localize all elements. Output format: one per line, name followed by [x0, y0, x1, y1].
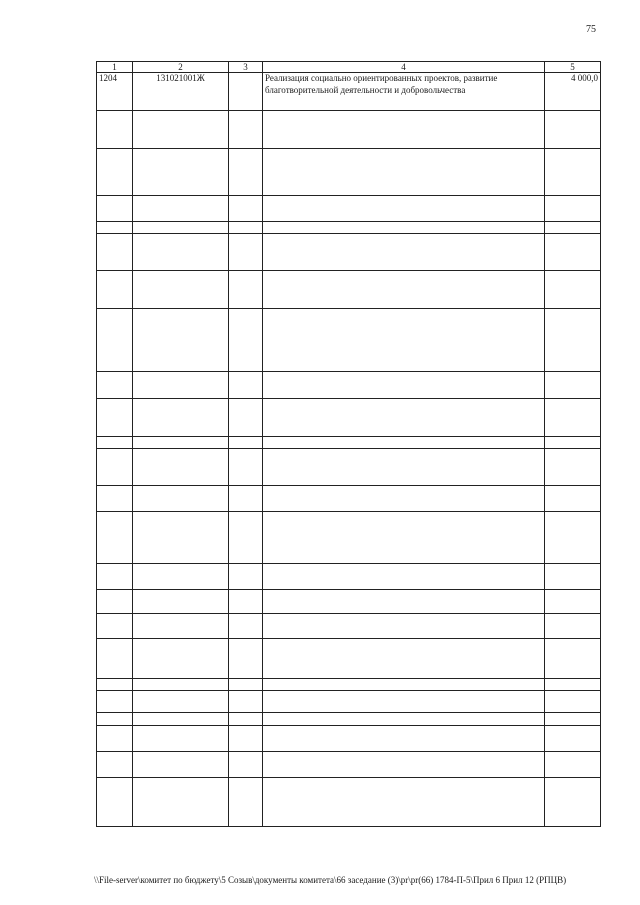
- row-section-code: [97, 372, 133, 399]
- row-section-code: [97, 486, 133, 512]
- page-number: 75: [586, 24, 596, 35]
- row-expense-type: [229, 437, 263, 449]
- table-row: [97, 449, 601, 486]
- row-section-code: [97, 726, 133, 752]
- row-target-article: [133, 196, 229, 222]
- row-amount: [545, 564, 601, 590]
- row-amount: [545, 679, 601, 691]
- row-section-code: [97, 713, 133, 726]
- row-amount: [545, 234, 601, 271]
- row-name: [263, 449, 545, 486]
- row-section-code: [97, 149, 133, 196]
- table-row: [97, 437, 601, 449]
- row-name: [263, 752, 545, 778]
- row-name: [263, 564, 545, 590]
- row-amount: [545, 196, 601, 222]
- row-name: [263, 196, 545, 222]
- row-section-code: [97, 271, 133, 309]
- row-section-code: [97, 111, 133, 149]
- row-expense-type: [229, 614, 263, 639]
- row-expense-type: [229, 234, 263, 271]
- column-header-target-article: 2: [133, 62, 229, 73]
- column-header-amount: 5: [545, 62, 601, 73]
- row-target-article: [133, 234, 229, 271]
- row-section-code: [97, 564, 133, 590]
- row-name: [263, 486, 545, 512]
- row-name: [263, 399, 545, 437]
- row-section-code: [97, 234, 133, 271]
- row-expense-type: [229, 713, 263, 726]
- table-row: [97, 726, 601, 752]
- table-row: [97, 614, 601, 639]
- row-target-article: [133, 639, 229, 679]
- row-target-article: [133, 512, 229, 564]
- row-target-article: [133, 271, 229, 309]
- row-amount: [545, 726, 601, 752]
- row-amount: [545, 713, 601, 726]
- row-section-code: [97, 778, 133, 827]
- row-amount: [545, 639, 601, 679]
- row-name: Реализация социально ориентированных проектов, развитие благотворительной деятельности и добровольчества: [263, 73, 545, 111]
- row-target-article: [133, 399, 229, 437]
- row-name: [263, 639, 545, 679]
- table-row: [97, 234, 601, 271]
- row-section-code: [97, 752, 133, 778]
- row-expense-type: [229, 149, 263, 196]
- row-name: [263, 111, 545, 149]
- row-expense-type: [229, 309, 263, 372]
- row-name: [263, 679, 545, 691]
- row-expense-type: [229, 726, 263, 752]
- row-name: [263, 778, 545, 827]
- row-target-article: [133, 564, 229, 590]
- table-row: [97, 149, 601, 196]
- row-target-article: [133, 222, 229, 234]
- row-section-code: [97, 309, 133, 372]
- row-amount: [545, 449, 601, 486]
- row-section-code: [97, 196, 133, 222]
- row-expense-type: [229, 399, 263, 437]
- row-amount: [545, 512, 601, 564]
- row-name: [263, 372, 545, 399]
- table-row: [97, 399, 601, 437]
- row-expense-type: [229, 512, 263, 564]
- row-amount: 4 000,0: [545, 73, 601, 111]
- row-amount: [545, 271, 601, 309]
- row-amount: [545, 778, 601, 827]
- row-target-article: [133, 679, 229, 691]
- row-amount: [545, 372, 601, 399]
- row-target-article: [133, 614, 229, 639]
- row-amount: [545, 590, 601, 614]
- row-section-code: [97, 691, 133, 713]
- row-amount: [545, 437, 601, 449]
- row-expense-type: [229, 691, 263, 713]
- table-row: [97, 590, 601, 614]
- table-row: [97, 639, 601, 679]
- row-target-article: [133, 778, 229, 827]
- footer-file-path: \\File-server\комитет по бюджету\5 Созыв\документы комитета\66 заседание (3)\pr\pr(66) 1784-П-5\Прил 6 Прил 12 (РПЦВ): [94, 875, 567, 885]
- row-section-code: [97, 437, 133, 449]
- row-name: [263, 726, 545, 752]
- table-row: [97, 486, 601, 512]
- row-target-article: [133, 752, 229, 778]
- table-row: [97, 111, 601, 149]
- row-target-article: [133, 486, 229, 512]
- row-section-code: [97, 679, 133, 691]
- row-expense-type: [229, 590, 263, 614]
- row-section-code: [97, 590, 133, 614]
- header-row: [97, 62, 601, 73]
- column-header-section: 1: [97, 62, 133, 73]
- table-row: [97, 372, 601, 399]
- table-row: [97, 564, 601, 590]
- row-section-code: [97, 639, 133, 679]
- row-section-code: [97, 614, 133, 639]
- row-target-article: [133, 449, 229, 486]
- row-expense-type: [229, 111, 263, 149]
- row-amount: [545, 309, 601, 372]
- table-row: [97, 222, 601, 234]
- row-amount: [545, 691, 601, 713]
- row-expense-type: [229, 271, 263, 309]
- row-name: [263, 271, 545, 309]
- row-name: [263, 614, 545, 639]
- row-section-code: 1204: [97, 73, 133, 111]
- row-section-code: [97, 399, 133, 437]
- table-row: [97, 271, 601, 309]
- row-amount: [545, 614, 601, 639]
- row-name: [263, 309, 545, 372]
- row-name: [263, 713, 545, 726]
- row-name: [263, 149, 545, 196]
- row-name: [263, 590, 545, 614]
- row-section-code: [97, 449, 133, 486]
- row-name: [263, 691, 545, 713]
- row-name: [263, 437, 545, 449]
- row-expense-type: [229, 486, 263, 512]
- row-section-code: [97, 512, 133, 564]
- table-row: [97, 713, 601, 726]
- column-header-name: 4: [263, 62, 545, 73]
- table-row: [97, 752, 601, 778]
- table-row: [97, 309, 601, 372]
- row-expense-type: [229, 449, 263, 486]
- row-expense-type: [229, 752, 263, 778]
- row-expense-type: [229, 778, 263, 827]
- row-target-article: [133, 111, 229, 149]
- table-row: [97, 691, 601, 713]
- row-amount: [545, 486, 601, 512]
- row-target-article: [133, 437, 229, 449]
- row-amount: [545, 149, 601, 196]
- row-expense-type: [229, 372, 263, 399]
- row-expense-type: [229, 73, 263, 111]
- row-target-article: [133, 149, 229, 196]
- table-row: [97, 512, 601, 564]
- row-name: [263, 512, 545, 564]
- row-amount: [545, 399, 601, 437]
- column-header-expense-type: 3: [229, 62, 263, 73]
- table-row: [97, 679, 601, 691]
- row-target-article: [133, 691, 229, 713]
- row-name: [263, 222, 545, 234]
- budget-table: [96, 61, 601, 827]
- row-expense-type: [229, 196, 263, 222]
- row-expense-type: [229, 222, 263, 234]
- row-amount: [545, 752, 601, 778]
- row-name: [263, 234, 545, 271]
- row-section-code: [97, 222, 133, 234]
- row-target-article: [133, 726, 229, 752]
- row-expense-type: [229, 639, 263, 679]
- table-row: [97, 196, 601, 222]
- row-expense-type: [229, 679, 263, 691]
- row-amount: [545, 222, 601, 234]
- row-target-article: [133, 713, 229, 726]
- row-target-article: 131021001Ж: [133, 73, 229, 111]
- row-target-article: [133, 372, 229, 399]
- row-target-article: [133, 309, 229, 372]
- row-target-article: [133, 590, 229, 614]
- row-amount: [545, 111, 601, 149]
- row-expense-type: [229, 564, 263, 590]
- table-row: [97, 778, 601, 827]
- table-row: [97, 73, 601, 111]
